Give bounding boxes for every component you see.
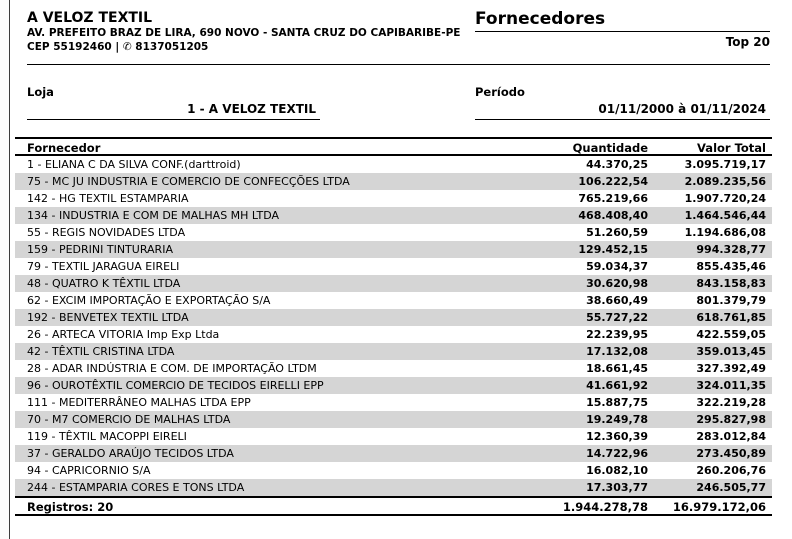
table-row: [15, 326, 772, 343]
table-row: [15, 292, 772, 309]
supplier-quantity: 51.260,59: [586, 226, 648, 239]
table-header: [15, 137, 772, 156]
supplier-value-total: 283.012,84: [696, 430, 766, 443]
supplier-quantity: 14.722,96: [586, 447, 648, 460]
supplier-value-total: 1.194.686,08: [684, 226, 766, 239]
supplier-value-total: 295.827,98: [696, 413, 766, 426]
suppliers-table: [15, 137, 772, 516]
report-page: [27, 10, 770, 516]
table-rows: [15, 156, 772, 496]
supplier-name: 48 - QUATRO K TÊXTIL LTDA: [27, 277, 181, 290]
value-grand-total: 16.979.172,06: [672, 500, 766, 514]
supplier-value-total: 855.435,46: [696, 260, 766, 273]
supplier-name: 26 - ARTECA VITORIA Imp Exp Ltda: [27, 328, 220, 341]
phone-icon: ✆: [122, 41, 132, 53]
supplier-quantity: 22.239,95: [586, 328, 648, 341]
table-row: [15, 156, 772, 173]
supplier-value-total: 618.761,85: [696, 311, 766, 324]
supplier-value-total: 843.158,83: [696, 277, 766, 290]
supplier-quantity: 765.219,66: [578, 192, 648, 205]
table-row: [15, 394, 772, 411]
company-address: AV. PREFEITO BRAZ DE LIRA, 690 NOVO - SANTA CRUZ DO CAPIBARIBE-PE: [27, 27, 461, 39]
header-divider: [27, 64, 770, 65]
table-row: [15, 445, 772, 462]
supplier-value-total: 994.328,77: [696, 243, 766, 256]
supplier-quantity: 59.034,37: [586, 260, 648, 273]
supplier-value-total: 324.011,35: [696, 379, 766, 392]
records-count: Registros: 20: [27, 500, 114, 514]
supplier-name: 55 - REGIS NOVIDADES LTDA: [27, 226, 186, 239]
supplier-quantity: 38.660,49: [586, 294, 648, 307]
company-cep: CEP 55192460 |: [27, 41, 120, 53]
company-name: A VELOZ TEXTIL: [27, 10, 153, 26]
supplier-quantity: 16.082,10: [586, 464, 648, 477]
supplier-name: 79 - TEXTIL JARAGUA EIRELI: [27, 260, 180, 273]
table-row: [15, 241, 772, 258]
supplier-name: 37 - GERALDO ARAÚJO TECIDOS LTDA: [27, 447, 234, 460]
supplier-quantity: 18.661,45: [586, 362, 648, 375]
supplier-name: 1 - ELIANA C DA SILVA CONF.(darttroid): [27, 158, 241, 171]
loja-field: [27, 85, 320, 120]
supplier-name: 244 - ESTAMPARIA CORES E TONS LTDA: [27, 481, 245, 494]
supplier-quantity: 17.132,08: [586, 345, 648, 358]
report-title-block: [475, 10, 770, 54]
table-row: [15, 258, 772, 275]
supplier-name: 94 - CAPRICORNIO S/A: [27, 464, 151, 477]
column-header-valor-total: Valor Total: [697, 141, 766, 155]
table-row: [15, 428, 772, 445]
supplier-quantity: 129.452,15: [578, 243, 648, 256]
supplier-name: 62 - EXCIM IMPORTAÇÃO E EXPORTAÇÃO S/A: [27, 294, 271, 307]
supplier-value-total: 2.089.235,56: [684, 175, 766, 188]
supplier-value-total: 801.379,79: [696, 294, 766, 307]
report-subtitle: Top 20: [725, 35, 770, 49]
supplier-value-total: 327.392,49: [696, 362, 766, 375]
table-row: [15, 360, 772, 377]
supplier-value-total: 1.907.720,24: [684, 192, 766, 205]
supplier-value-total: 260.206,76: [696, 464, 766, 477]
supplier-name: 70 - M7 COMERCIO DE MALHAS LTDA: [27, 413, 231, 426]
supplier-value-total: 246.505,77: [696, 481, 766, 494]
supplier-name: 159 - PEDRINI TINTURARIA: [27, 243, 173, 256]
table-row: [15, 343, 772, 360]
supplier-name: 119 - TÊXTIL MACOPPI EIRELI: [27, 430, 187, 443]
supplier-value-total: 1.464.546,44: [684, 209, 766, 222]
table-row: [15, 309, 772, 326]
company-block: [27, 10, 475, 54]
supplier-name: 28 - ADAR INDÚSTRIA E COM. DE IMPORTAÇÃO LTDM: [27, 362, 317, 375]
page-left-edge: [0, 0, 10, 539]
supplier-quantity: 17.303,77: [586, 481, 648, 494]
table-footer: [15, 496, 772, 516]
periodo-label: Período: [475, 85, 525, 99]
supplier-name: 42 - TÊXTIL CRISTINA LTDA: [27, 345, 175, 358]
column-header-fornecedor: Fornecedor: [27, 141, 101, 154]
supplier-quantity: 12.360,39: [586, 430, 648, 443]
supplier-quantity: 106.222,54: [578, 175, 648, 188]
loja-value: 1 - A VELOZ TEXTIL: [27, 99, 320, 120]
report-title: Fornecedores: [475, 10, 770, 32]
supplier-name: 142 - HG TEXTIL ESTAMPARIA: [27, 192, 189, 205]
supplier-name: 111 - MEDITERRÂNEO MALHAS LTDA EPP: [27, 396, 251, 409]
supplier-name: 75 - MC JU INDUSTRIA E COMERCIO DE CONFECÇÕES LTDA: [27, 175, 350, 188]
supplier-value-total: 273.450,89: [696, 447, 766, 460]
supplier-name: 96 - OUROTÊXTIL COMERCIO DE TECIDOS EIRELLI EPP: [27, 379, 324, 392]
supplier-value-total: 322.219,28: [696, 396, 766, 409]
supplier-value-total: 422.559,05: [696, 328, 766, 341]
table-row: [15, 479, 772, 496]
table-row: [15, 190, 772, 207]
loja-label: Loja: [27, 85, 54, 99]
company-contact: [27, 41, 475, 54]
table-row: [15, 224, 772, 241]
table-row: [15, 377, 772, 394]
report-header: [27, 10, 770, 54]
supplier-quantity: 468.408,40: [578, 209, 648, 222]
table-row: [15, 207, 772, 224]
supplier-quantity: 19.249,78: [586, 413, 648, 426]
supplier-name: 192 - BENVETEX TEXTIL LTDA: [27, 311, 189, 324]
supplier-quantity: 41.661,92: [586, 379, 648, 392]
quantity-grand-total: 1.944.278,78: [562, 500, 648, 514]
periodo-field: [475, 85, 770, 120]
supplier-name: 134 - INDUSTRIA E COM DE MALHAS MH LTDA: [27, 209, 280, 222]
periodo-value: 01/11/2000 à 01/11/2024: [475, 99, 770, 120]
company-phone: 8137051205: [135, 41, 209, 53]
supplier-quantity: 15.887,75: [586, 396, 648, 409]
filters-row: [27, 85, 770, 120]
supplier-value-total: 359.013,45: [696, 345, 766, 358]
table-row: [15, 411, 772, 428]
supplier-quantity: 55.727,22: [586, 311, 648, 324]
supplier-value-total: 3.095.719,17: [684, 158, 766, 171]
table-row: [15, 173, 772, 190]
column-header-quantidade: Quantidade: [572, 141, 648, 155]
supplier-quantity: 30.620,98: [586, 277, 648, 290]
supplier-quantity: 44.370,25: [586, 158, 648, 171]
table-row: [15, 462, 772, 479]
table-row: [15, 275, 772, 292]
